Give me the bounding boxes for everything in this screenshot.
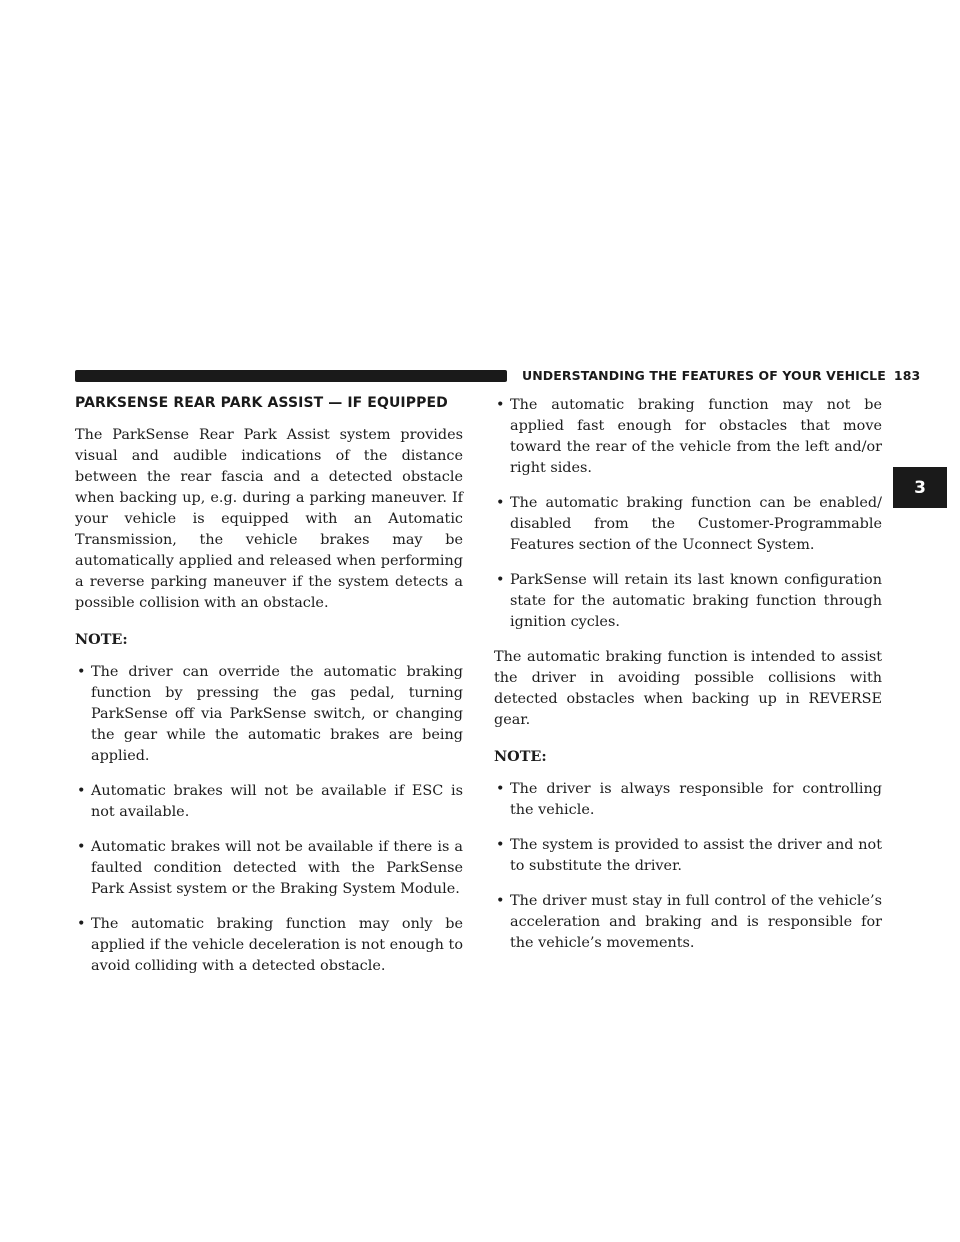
- note-label: NOTE:: [494, 748, 547, 765]
- list-item: • The driver must stay in full control of the vehicle’s acceleration and braking and is responsible for the vehicle’s movements.: [496, 893, 882, 951]
- list-item: • Automatic brakes will not be available if there is a faulted condition detected with the ParkSense Park Assist system or the Braking System Module.: [77, 839, 463, 897]
- body-paragraph: The automatic braking function is intended to assist the driver in avoiding possible collisions with detected obstacles when backing up in REVERSE gear.: [494, 649, 882, 728]
- header-title: UNDERSTANDING THE FEATURES OF YOUR VEHICLE: [522, 368, 886, 383]
- note-bullet-list: [75, 662, 463, 977]
- list-item: • The automatic braking function may not be applied fast enough for obstacles that move toward the rear of the vehicle from the left and/or right sides.: [496, 397, 882, 476]
- bullet-icon: •: [496, 397, 505, 413]
- header-rule: [75, 370, 507, 382]
- left-column: [75, 395, 463, 991]
- bullet-icon: •: [77, 783, 86, 799]
- bullet-icon: •: [496, 837, 505, 853]
- right-column: [494, 395, 882, 968]
- chapter-tab: 3: [893, 467, 947, 508]
- bullet-icon: •: [496, 781, 505, 797]
- list-item: • The driver can override the automatic braking function by pressing the gas pedal, turning ParkSense off via ParkSense switch, or changing the gear while the automatic brakes are being applied.: [77, 664, 463, 764]
- bullet-icon: •: [77, 916, 86, 932]
- bullet-icon: •: [496, 893, 505, 909]
- continued-bullet-list: [494, 395, 882, 633]
- running-header: [522, 368, 920, 383]
- list-item: • The system is provided to assist the driver and not to substitute the driver.: [496, 837, 882, 874]
- list-item: • The automatic braking function may only be applied if the vehicle deceleration is not enough to avoid colliding with a detected obstacle.: [77, 916, 463, 974]
- list-item: • ParkSense will retain its last known configuration state for the automatic braking function through ignition cycles.: [496, 572, 882, 630]
- bullet-icon: •: [496, 572, 505, 588]
- bullet-icon: •: [77, 664, 86, 680]
- bullet-icon: •: [496, 495, 505, 511]
- note-bullet-list: [494, 779, 882, 954]
- list-item: • The automatic braking function can be enabled/ disabled from the Customer-Programmable Features section of the Uconnect System.: [496, 495, 882, 553]
- list-item: • Automatic brakes will not be available if ESC is not available.: [77, 783, 463, 820]
- intro-paragraph: The ParkSense Rear Park Assist system provides visual and audible indications of the distance between the rear fascia and a detected obstacle when backing up, e.g. during a parking maneuver. If your vehicle is equipped with an Automatic Transmission, the vehicle brakes may be automatically applied and released when performing a reverse parking maneuver if the system detects a possible collision with an obstacle.: [75, 427, 463, 611]
- bullet-icon: •: [77, 839, 86, 855]
- page-number: 183: [893, 368, 921, 383]
- list-item: • The driver is always responsible for controlling the vehicle.: [496, 781, 882, 818]
- section-heading: PARKSENSE REAR PARK ASSIST — IF EQUIPPED: [75, 395, 448, 411]
- note-label: NOTE:: [75, 631, 128, 648]
